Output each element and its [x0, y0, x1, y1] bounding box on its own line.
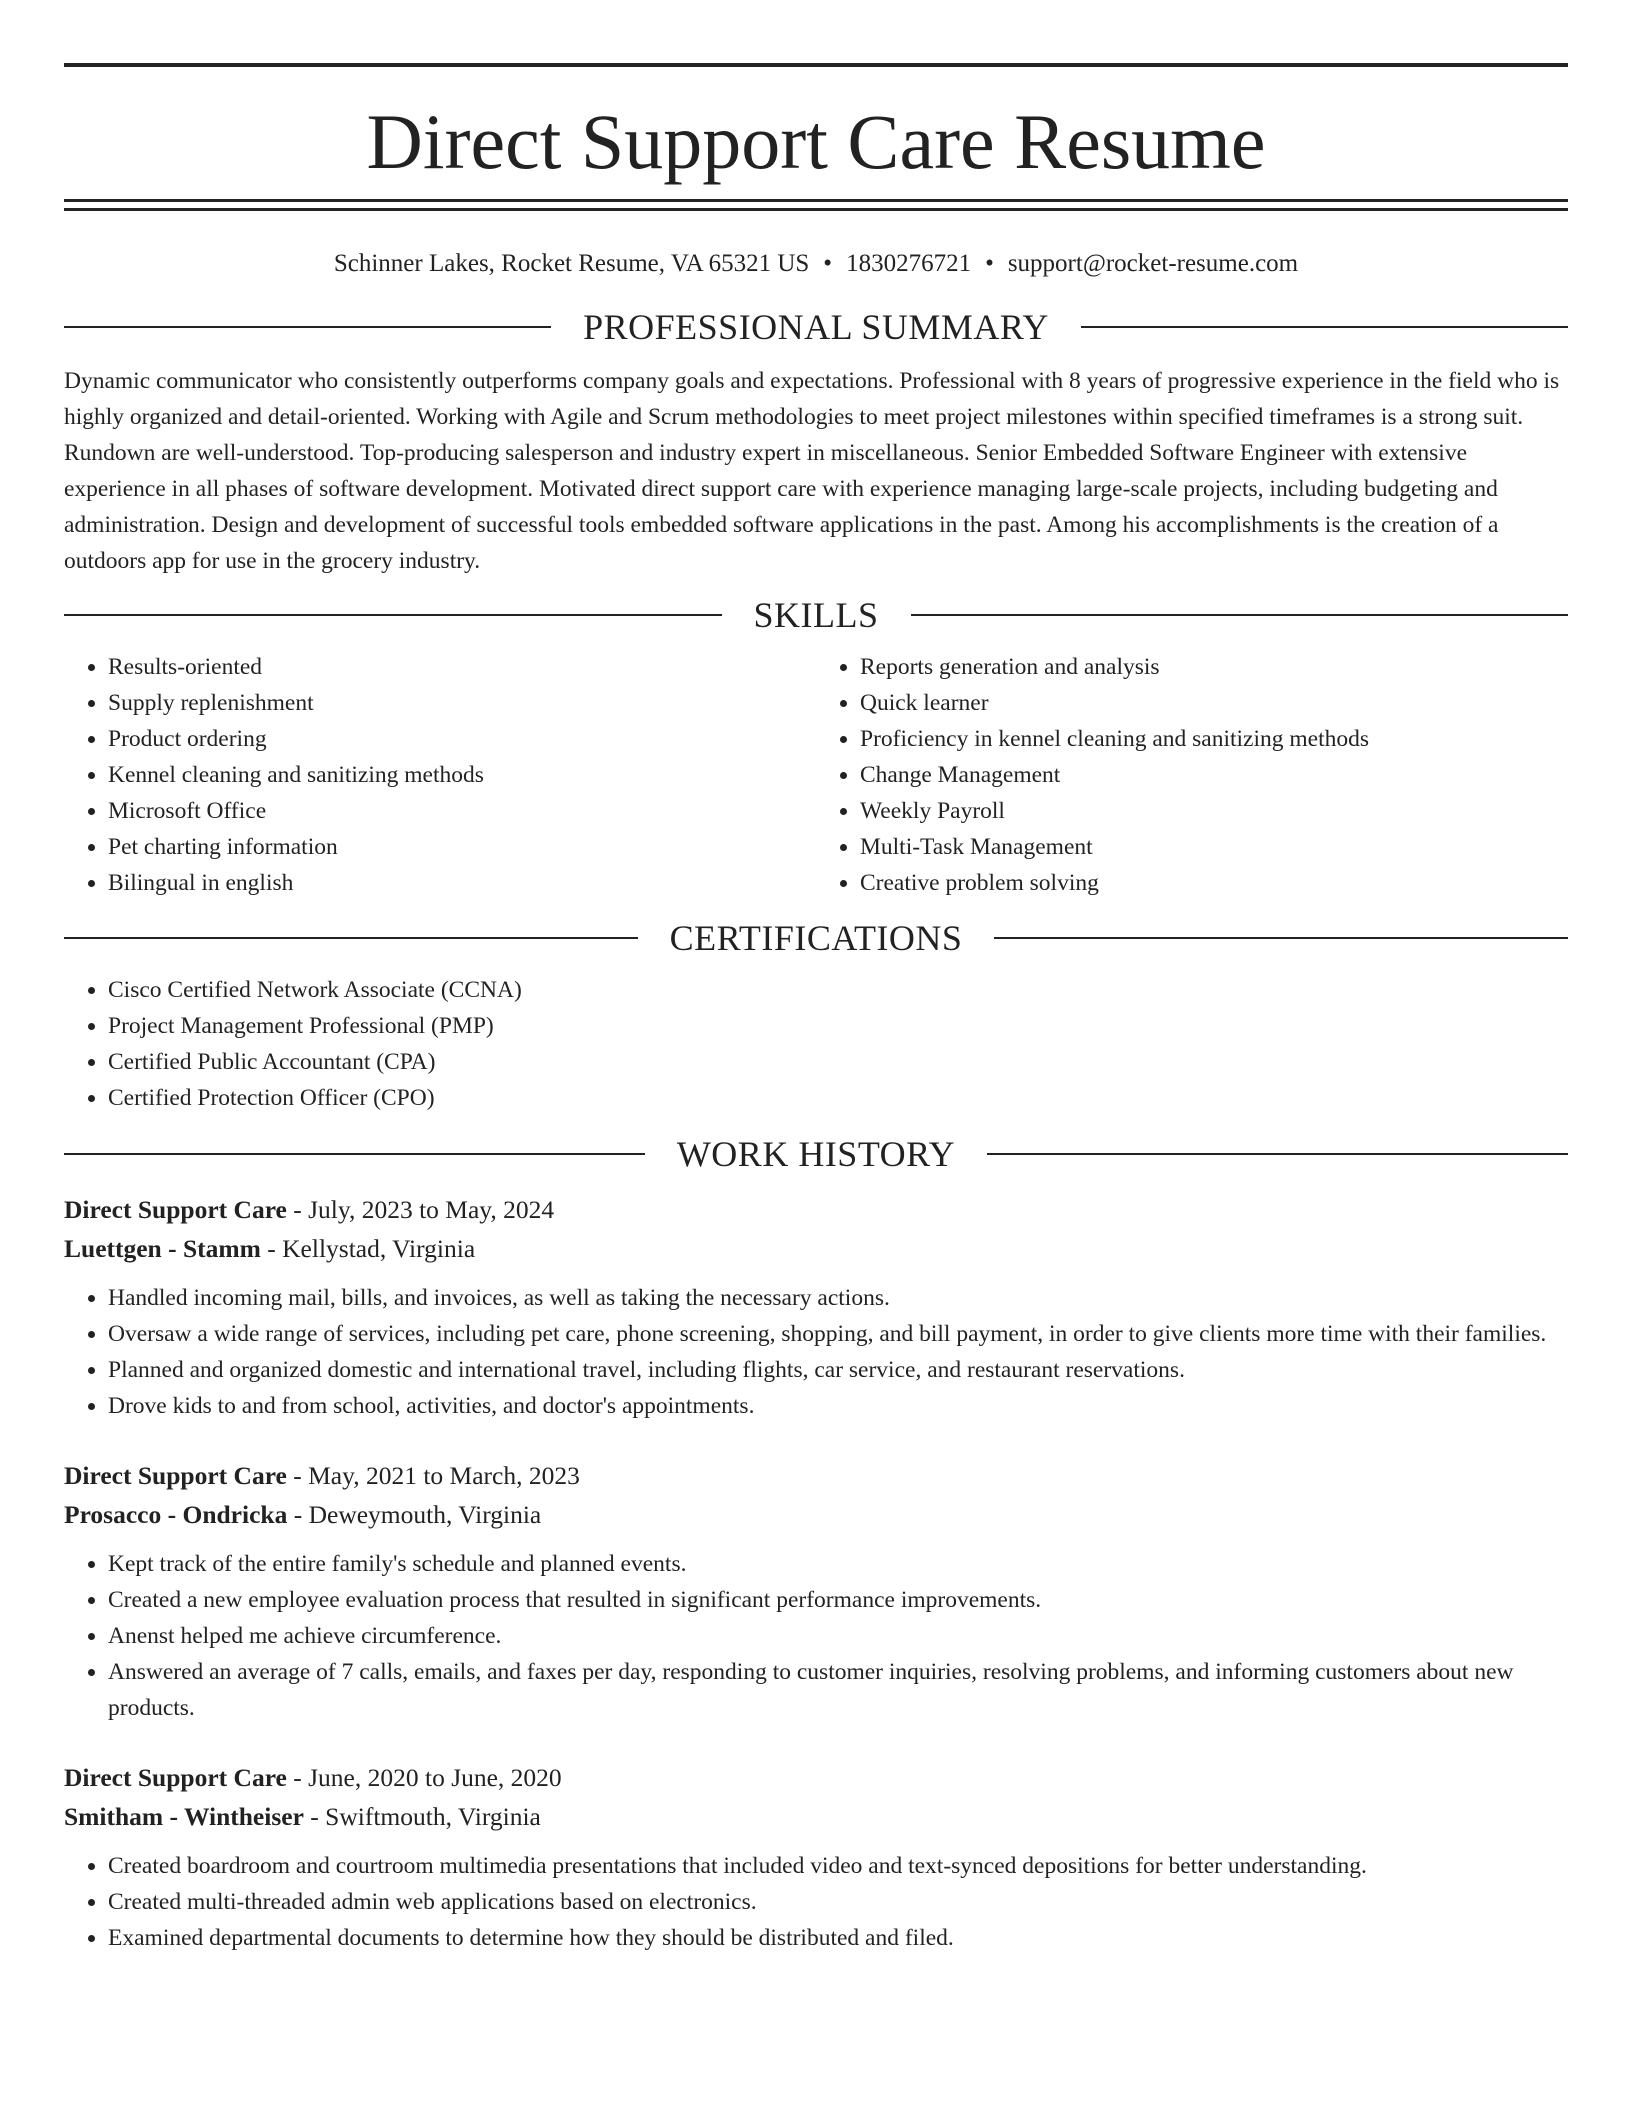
contact-separator: •: [823, 250, 833, 277]
contact-separator: •: [985, 250, 994, 277]
certification-item: • Certified Public Accountant (CPA): [108, 1044, 1568, 1080]
job-entry: [64, 1190, 1568, 1424]
title-double-rule: [64, 199, 1568, 211]
job-company-line: [64, 1229, 1568, 1268]
job-bullets: [64, 1280, 1568, 1424]
job-bullet: • Handled incoming mail, bills, and invoices, as well as taking the necessary actions.: [108, 1280, 1568, 1316]
skill-item: • Kennel cleaning and sanitizing methods: [108, 757, 816, 793]
job-bullet: • Created a new employee evaluation process that resulted in significant performance improvements.: [108, 1582, 1568, 1618]
top-rule: [64, 63, 1568, 67]
section-rule: [1081, 326, 1568, 328]
skill-item: • Multi-Task Management: [860, 829, 1568, 865]
skill-item: • Quick learner: [860, 685, 1568, 721]
section-rule: [64, 937, 638, 939]
job-bullet: • Answered an average of 7 calls, emails, and faxes per day, responding to customer inquiries, resolving problems, and informing customers about new products.: [108, 1654, 1568, 1726]
contact-line: [64, 249, 1568, 279]
section-header-summary: [64, 306, 1568, 348]
skill-item: • Microsoft Office: [108, 793, 816, 829]
skill-item: • Reports generation and analysis: [860, 649, 1568, 685]
section-header-certifications: [64, 917, 1568, 959]
section-header-work: [64, 1133, 1568, 1175]
skill-item: • Supply replenishment: [108, 685, 816, 721]
job-dates: - July, 2023 to May, 2024: [286, 1195, 555, 1224]
resume-title: Direct Support Care Resume: [366, 98, 1266, 185]
certification-item: • Certified Protection Officer (CPO): [108, 1080, 1568, 1116]
section-rule: [64, 1153, 645, 1155]
resume-page: [64, 0, 1568, 1956]
job-location: - Swiftmouth, Virginia: [303, 1802, 541, 1831]
job-title-line: [64, 1190, 1568, 1229]
section-title: WORK HISTORY: [676, 1134, 956, 1174]
skill-item: • Change Management: [860, 757, 1568, 793]
job-bullet: • Created multi-threaded admin web applications based on electronics.: [108, 1884, 1568, 1920]
job-location: - Kellystad, Virginia: [260, 1234, 476, 1263]
job-bullet: • Anenst helped me achieve circumference.: [108, 1618, 1568, 1654]
skill-item: • Weekly Payroll: [860, 793, 1568, 829]
skill-item: • Product ordering: [108, 721, 816, 757]
job-bullet: • Kept track of the entire family's schedule and planned events.: [108, 1546, 1568, 1582]
section-rule: [64, 326, 551, 328]
section-rule: [911, 614, 1569, 616]
job-bullet: • Oversaw a wide range of services, including pet care, phone screening, shopping, and bill payment, in order to give clients more time with their families.: [108, 1316, 1568, 1352]
job-bullet: • Created boardroom and courtroom multimedia presentations that included video and text-synced depositions for better understanding.: [108, 1848, 1568, 1884]
job-bullets: [64, 1546, 1568, 1726]
job-company-line: [64, 1495, 1568, 1534]
skill-item: • Proficiency in kennel cleaning and sanitizing methods: [860, 721, 1568, 757]
job-company: Smitham - Wintheiser: [64, 1802, 304, 1831]
job-entry: [64, 1758, 1568, 1956]
job-title-line: [64, 1456, 1568, 1495]
job-entry: [64, 1456, 1568, 1726]
section-title: PROFESSIONAL SUMMARY: [583, 307, 1049, 347]
certifications-list: [64, 972, 1568, 1116]
contact-email[interactable]: support@rocket-resume.com: [1007, 250, 1299, 277]
skill-item: • Creative problem solving: [860, 865, 1568, 901]
certification-item: • Cisco Certified Network Associate (CCNA): [108, 972, 1568, 1008]
contact-phone: 1830276721: [846, 250, 972, 277]
job-title-line: [64, 1758, 1568, 1797]
contact-address: Schinner Lakes, Rocket Resume, VA 65321 US: [333, 250, 810, 277]
skills-list-left: [64, 649, 816, 901]
skills-list-right: [816, 649, 1568, 901]
job-company: Prosacco - Ondricka: [64, 1500, 288, 1529]
job-company: Luettgen - Stamm: [64, 1234, 261, 1263]
job-bullets: [64, 1848, 1568, 1956]
section-rule: [994, 937, 1568, 939]
job-dates: - May, 2021 to March, 2023: [286, 1461, 580, 1490]
job-title: Direct Support Care: [64, 1763, 287, 1792]
skill-item: • Pet charting information: [108, 829, 816, 865]
job-bullet: • Planned and organized domestic and international travel, including flights, car service, and restaurant reservations.: [108, 1352, 1568, 1388]
job-title: Direct Support Care: [64, 1461, 287, 1490]
job-company-line: [64, 1797, 1568, 1836]
section-title: SKILLS: [753, 595, 879, 635]
section-title: CERTIFICATIONS: [669, 918, 963, 958]
section-header-skills: [64, 594, 1568, 636]
skill-item: • Results-oriented: [108, 649, 816, 685]
job-bullet: • Examined departmental documents to determine how they should be distributed and filed.: [108, 1920, 1568, 1956]
section-rule: [64, 614, 722, 616]
summary-paragraph: Dynamic communicator who consistently outperforms company goals and expectations. Professional with 8 years of progressive experience in the field who is highly organized and detail-oriented. Working with Agile and Scrum methodologies to meet project milestones within specified timeframes is a strong suit. Rundown are well-understood. Top-producing salesperson and industry expert in miscellaneous. Senior Embedded Software Engineer with extensive experience in all phases of software development. Motivated direct support care with experience managing large-scale projects, including budgeting and administration. Design and development of successful tools embedded software applications in the past. Among his accomplishments is the creation of a outdoors app for use in the grocery industry.: [64, 368, 1560, 574]
job-title: Direct Support Care: [64, 1195, 287, 1224]
skills-columns: [64, 649, 1568, 901]
job-location: - Deweymouth, Virginia: [287, 1500, 542, 1529]
skill-item: • Bilingual in english: [108, 865, 816, 901]
certification-item: • Project Management Professional (PMP): [108, 1008, 1568, 1044]
job-dates: - June, 2020 to June, 2020: [286, 1763, 562, 1792]
section-rule: [987, 1153, 1568, 1155]
job-bullet: • Drove kids to and from school, activities, and doctor's appointments.: [108, 1388, 1568, 1424]
